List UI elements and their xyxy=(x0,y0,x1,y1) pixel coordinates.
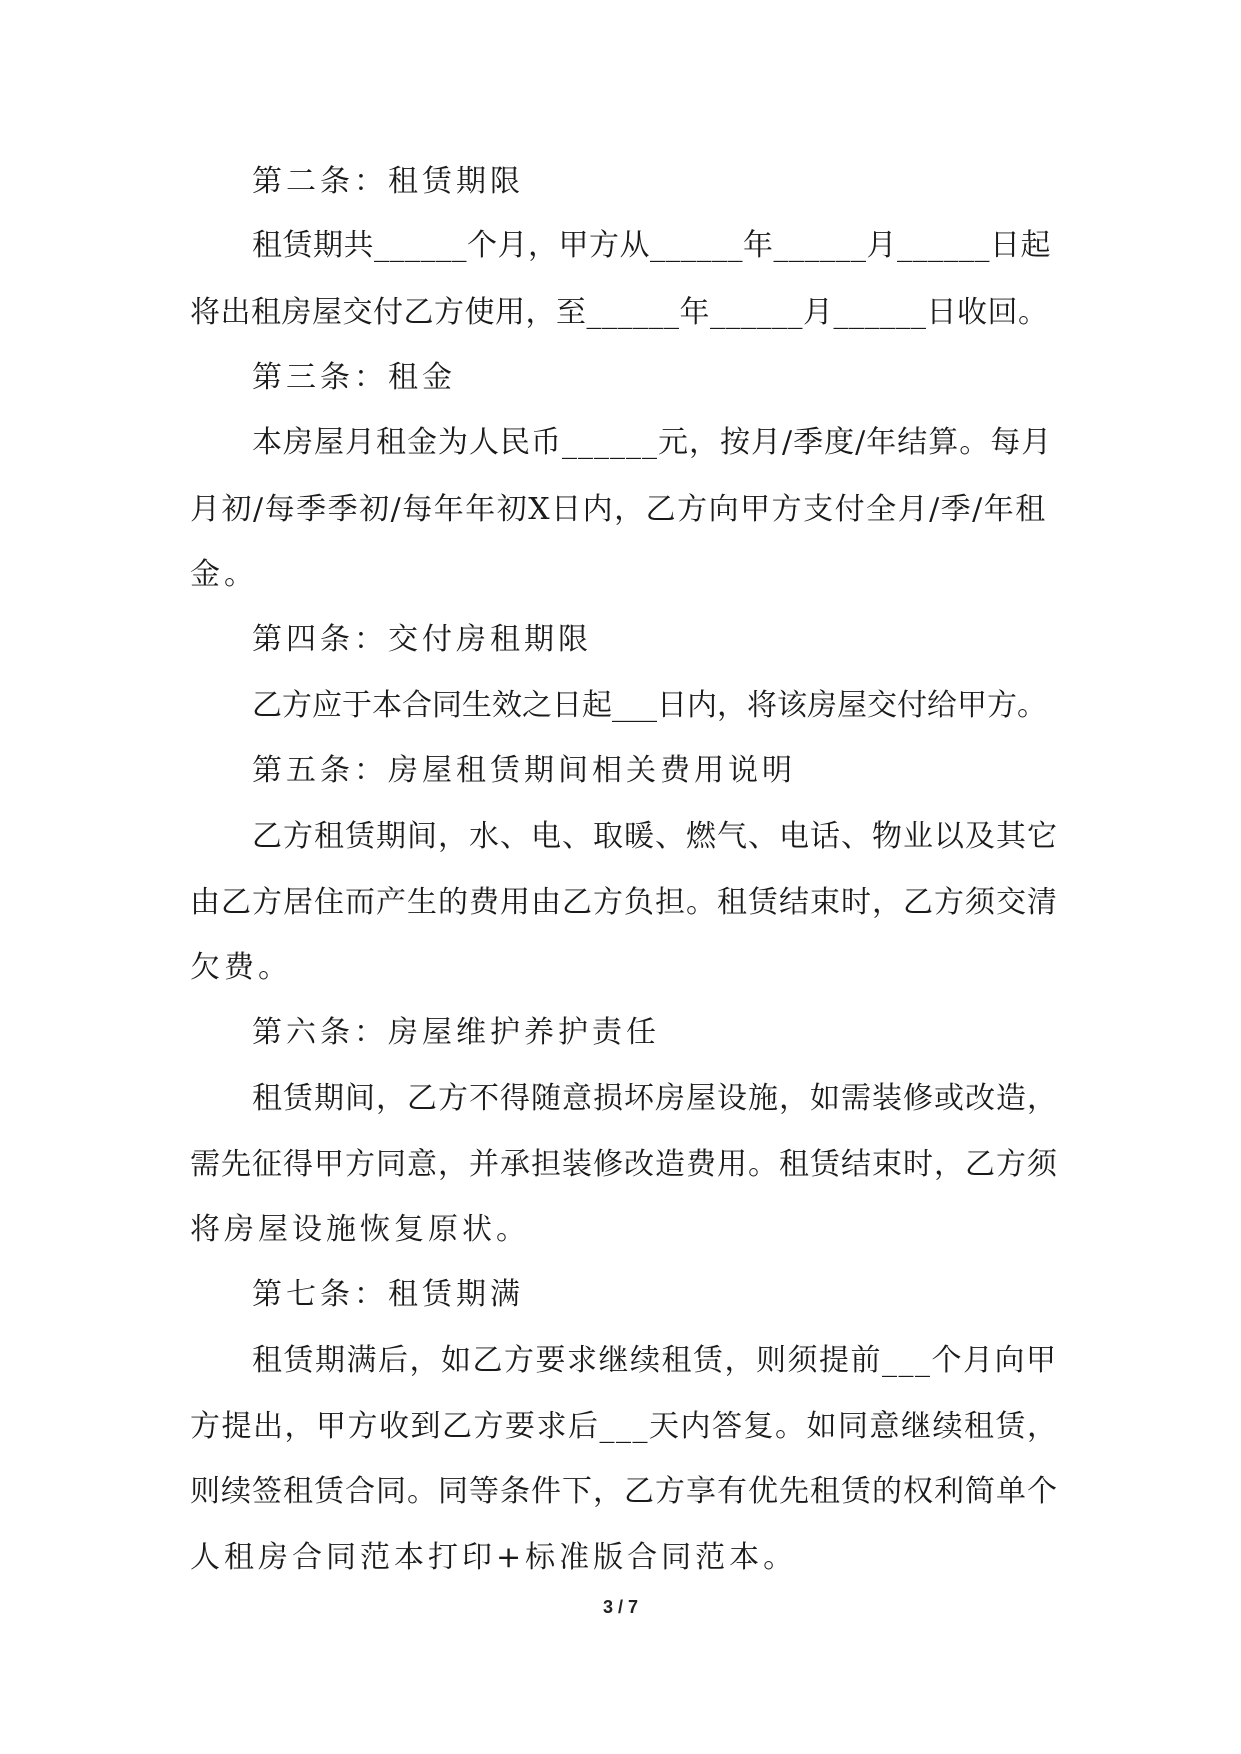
article-5-text-line: 欠费。 xyxy=(190,950,292,985)
article-7-text-line: 方提出，甲方收到乙方要求后___天内答复。如同意继续租赁， xyxy=(190,1409,1059,1444)
article-3-title: 第三条：租金 xyxy=(252,360,456,395)
article-2-title: 第二条：租赁期限 xyxy=(252,164,524,199)
article-3-text-line: 金。 xyxy=(190,557,258,592)
article-7-title: 第七条：租赁期满 xyxy=(252,1277,524,1312)
article-5-text-line: 由乙方居住而产生的费用由乙方负担。租赁结束时，乙方须交清 xyxy=(190,885,1058,920)
article-5-title: 第五条：房屋租赁期间相关费用说明 xyxy=(252,753,796,788)
article-4-text-line: 乙方应于本合同生效之日起___日内，将该房屋交付给甲方。 xyxy=(252,688,1047,723)
article-7-text-line: 人租房合同范本打印+标准版合同范本。 xyxy=(190,1540,798,1575)
article-6-title: 第六条：房屋维护养护责任 xyxy=(252,1015,660,1050)
article-6-text-line: 需先征得甲方同意，并承担装修改造费用。租赁结束时，乙方须 xyxy=(190,1147,1058,1182)
article-6-text-line: 租赁期间，乙方不得随意损坏房屋设施，如需装修或改造， xyxy=(252,1081,1058,1116)
article-7-text-line: 租赁期满后，如乙方要求继续租赁，则须提前___个月向甲 xyxy=(252,1343,1058,1378)
article-7-text-line: 则续签租赁合同。同等条件下，乙方享有优先租赁的权利简单个 xyxy=(190,1474,1058,1509)
article-3-text-line: 本房屋月租金为人民币______元，按月/季度/年结算。每月 xyxy=(252,425,1053,460)
article-6-text-line: 将房屋设施恢复原状。 xyxy=(190,1212,530,1247)
article-2-text-line: 租赁期共______个月，甲方从______年______月______日起 xyxy=(252,228,1051,263)
page-number: 3 / 7 xyxy=(602,1597,639,1617)
article-2-text-line: 将出租房屋交付乙方使用，至______年______月______日收回。 xyxy=(190,295,1049,330)
article-5-text-line: 乙方租赁期间，水、电、取暖、燃气、电话、物业以及其它 xyxy=(252,819,1058,854)
article-4-title: 第四条：交付房租期限 xyxy=(252,622,592,657)
article-3-text-line: 月初/每季季初/每年年初X日内，乙方向甲方支付全月/季/年租 xyxy=(190,492,1047,527)
